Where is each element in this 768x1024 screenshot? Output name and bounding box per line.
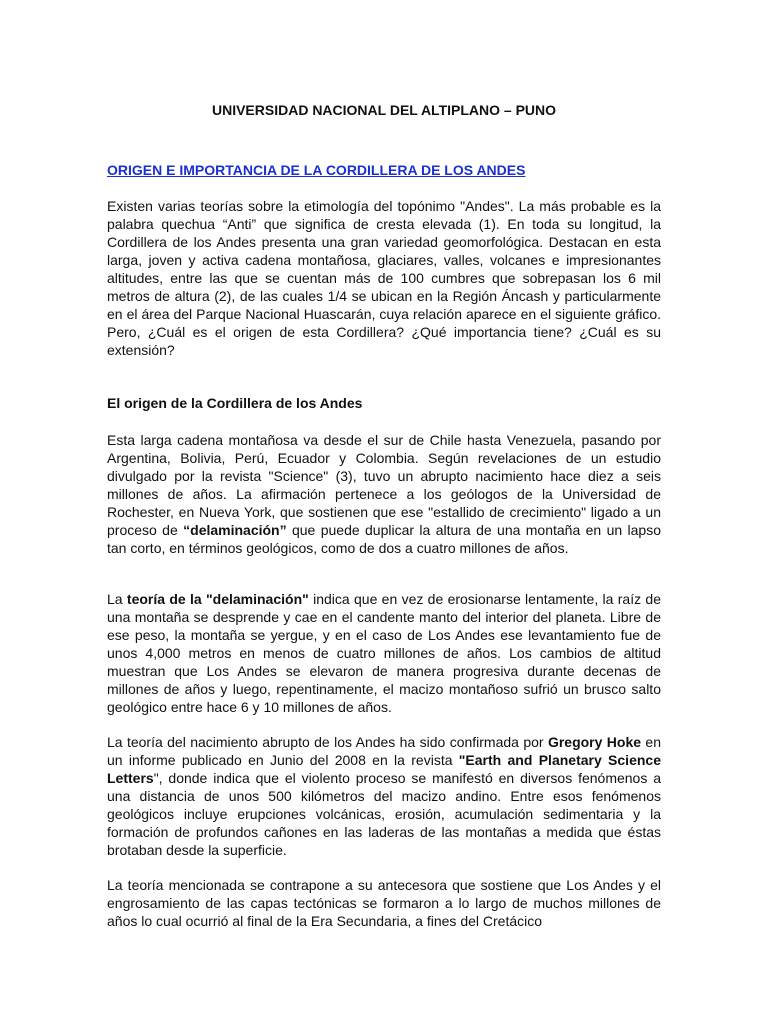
- delamination-paragraph-text-2: indica que en vez de erosionarse lentamente, la raíz de una montaña se desprende y cae en el candente manto del interior del planeta. Libre de ese peso, la montaña se yergue, y en el caso de Los Andes ese levantamiento fue de unos 4,000 metros en menos de cuatro millones de años. Los cambios de altitud muestran que Los Andes se elevaron de manera progresiva durante decenas de millones de años y luego, repentinamente, el macizo montañoso sufrió un brusco salto geológico entre hace 6 y 10 millones de años.: [107, 591, 661, 715]
- gregory-hoke-name: Gregory Hoke: [547, 734, 642, 750]
- hoke-paragraph-text-2: en un informe publicado en Junio del 2008 en la revista: [107, 734, 661, 768]
- section-title-link[interactable]: ORIGEN E IMPORTANCIA DE LA CORDILLERA DE LOS ANDES: [107, 162, 526, 178]
- university-title: UNIVERSIDAD NACIONAL DEL ALTIPLANO – PUNO: [211, 102, 557, 118]
- origin-heading: El origen de la Cordillera de los Andes: [107, 395, 363, 411]
- origin-paragraph-text-1: Esta larga cadena montañosa va desde el sur de Chile hasta Venezuela, pasando por Argentina, Bolivia, Perú, Ecuador y Colombia. Según revelaciones de un estudio divulgado por la revista "Science" (3), tuvo un abrupto nacimiento hace diez a seis millones de años. La afirmación pertenece a los geólogos de la Universidad de Rochester, en Nueva York, que sostienen que ese "estallido de crecimiento" ligado a un proceso de: [107, 432, 661, 538]
- delamination-theory-term: teoría de la "delaminación": [126, 591, 309, 607]
- prior-theory-paragraph: La teoría mencionada se contrapone a su antecesora que sostiene que Los Andes y el engrosamiento de las capas tectónicas se formaron a lo largo de muchos millones de años lo cual ocurrió al final de la Era Secundaria, a fines del Cretácico: [107, 877, 661, 929]
- hoke-paragraph: [107, 733, 661, 859]
- hoke-paragraph-text-3: ", donde indica que el violento proceso se manifestó en diversos fenómenos a una distancia de unos 500 kilómetros del macizo andino. Entre esos fenómenos geológicos incluye erupciones volcánicas, erosión, acumulación sedimentaria y la formación de profundos cañones en las laderas de las montañas a medida que éstas brotaban desde la superficie.: [107, 770, 661, 858]
- delamination-term: “delaminación”: [183, 522, 287, 538]
- hoke-paragraph-text-1: La teoría del nacimiento abrupto de los Andes ha sido confirmada por: [107, 734, 548, 750]
- journal-name: "Earth and Planetary Science Letters: [107, 752, 661, 786]
- intro-paragraph: Existen varias teorías sobre la etimología del topónimo "Andes". La más probable es la palabra quechua “Anti” que significa de cresta elevada (1). En toda su longitud, la Cordillera de los Andes presenta una gran variedad geomorfológica. Destacan en esta larga, joven y activa cadena montañosa, glaciares, valles, volcanes e impresionantes altitudes, entre las que se cuentan más de 100 cumbres que sobrepasan los 6 mil metros de altura (2), de las cuales 1/4 se ubican en la Región Áncash y particularmente en el área del Parque Nacional Huascarán, cuya relación aparece en el siguiente gráfico. Pero, ¿Cuál es el origen de esta Cordillera? ¿Qué importancia tiene? ¿Cuál es su extensión?: [107, 198, 661, 358]
- origin-paragraph-text-2: que puede duplicar la altura de una montaña en un lapso tan corto, en términos geológicos, como de dos a cuatro millones de años.: [107, 522, 661, 556]
- delamination-paragraph-text-1: La: [107, 591, 127, 607]
- origin-paragraph: [107, 431, 661, 557]
- delamination-paragraph: [107, 590, 661, 716]
